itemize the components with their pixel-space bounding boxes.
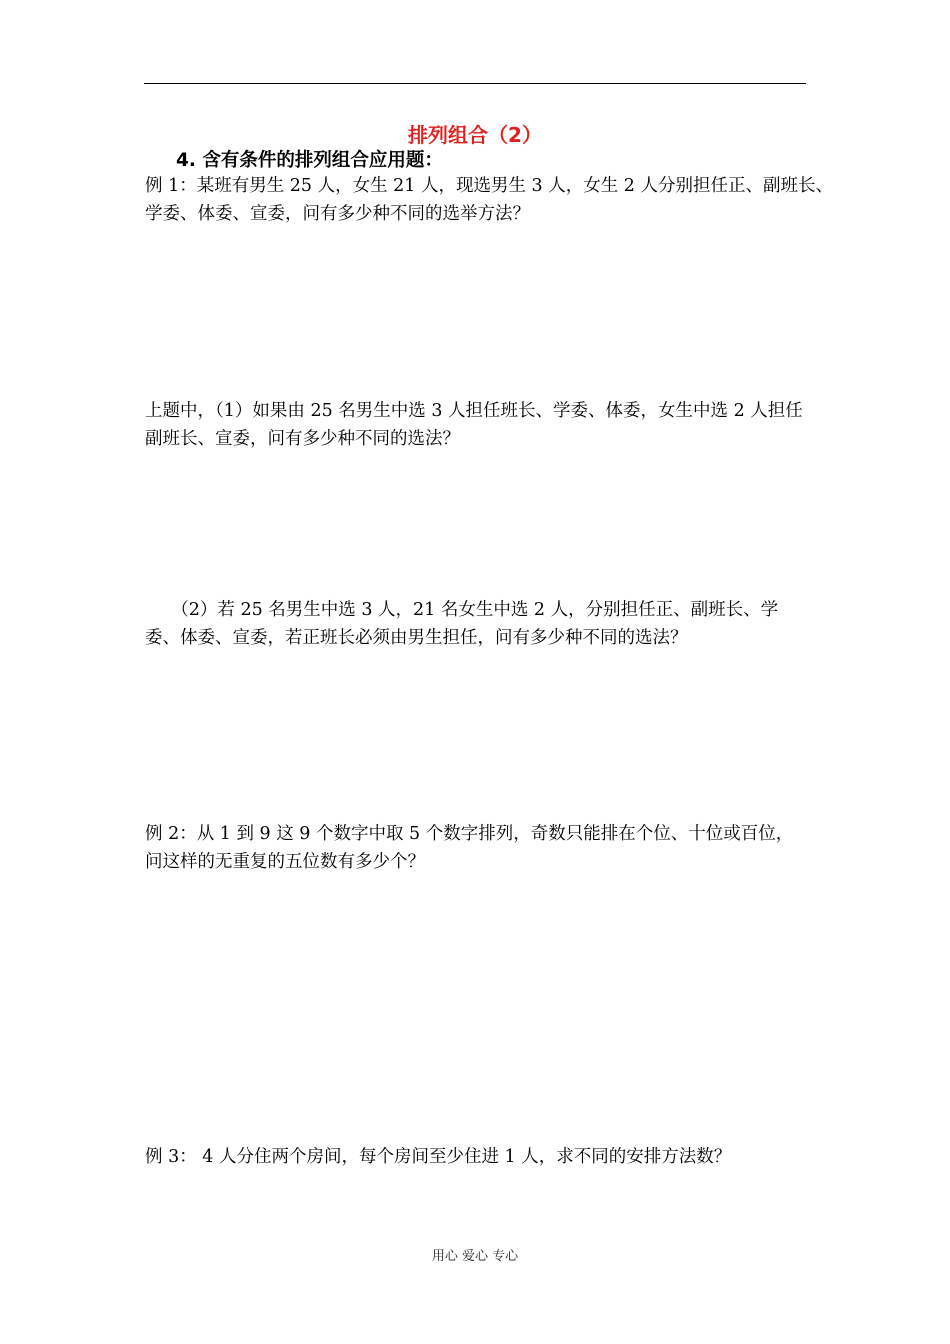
follow-up-2-paragraph — [145, 596, 817, 652]
page-footer: 用心 爱心 专心 — [431, 1249, 519, 1264]
example-2-line-2: 问这样的无重复的五位数有多少个？ — [145, 852, 425, 872]
follow-up-1-line-2: 副班长、宣委，问有多少种不同的选法？ — [145, 429, 460, 449]
follow-up-2-line-2: 委、体委、宣委，若正班长必须由男生担任，问有多少种不同的选法？ — [145, 628, 688, 648]
header-rule — [144, 83, 806, 84]
follow-up-1-paragraph — [145, 397, 817, 453]
example-2-paragraph — [145, 820, 817, 876]
example-1-line-1: 例 1：某班有男生 25 人，女生 21 人，现选男生 3 人，女生 2 人分别担任正、副班长、 — [145, 176, 834, 196]
example-2-line-1: 例 2：从 1 到 9 这 9 个数字中取 5 个数字排列，奇数只能排在个位、十位或百位， — [145, 824, 794, 844]
example-3-paragraph — [145, 1143, 817, 1171]
example-1-line-2: 学委、体委、宣委，问有多少种不同的选举方法？ — [145, 204, 530, 224]
example-3-line-1: 例 3： 4 人分住两个房间，每个房间至少住进 1 人，求不同的安排方法数？ — [145, 1147, 732, 1167]
section-heading: 4. 含有条件的排列组合应用题： — [176, 150, 443, 171]
example-1-paragraph — [145, 172, 834, 228]
follow-up-1-line-1: 上题中，（1）如果由 25 名男生中选 3 人担任班长、学委、体委，女生中选 2 人担任 — [145, 401, 803, 421]
follow-up-2-line-1: （2）若 25 名男生中选 3 人，21 名女生中选 2 人，分别担任正、副班长、学 — [145, 600, 779, 620]
page-title: 排列组合（2） — [408, 123, 542, 147]
